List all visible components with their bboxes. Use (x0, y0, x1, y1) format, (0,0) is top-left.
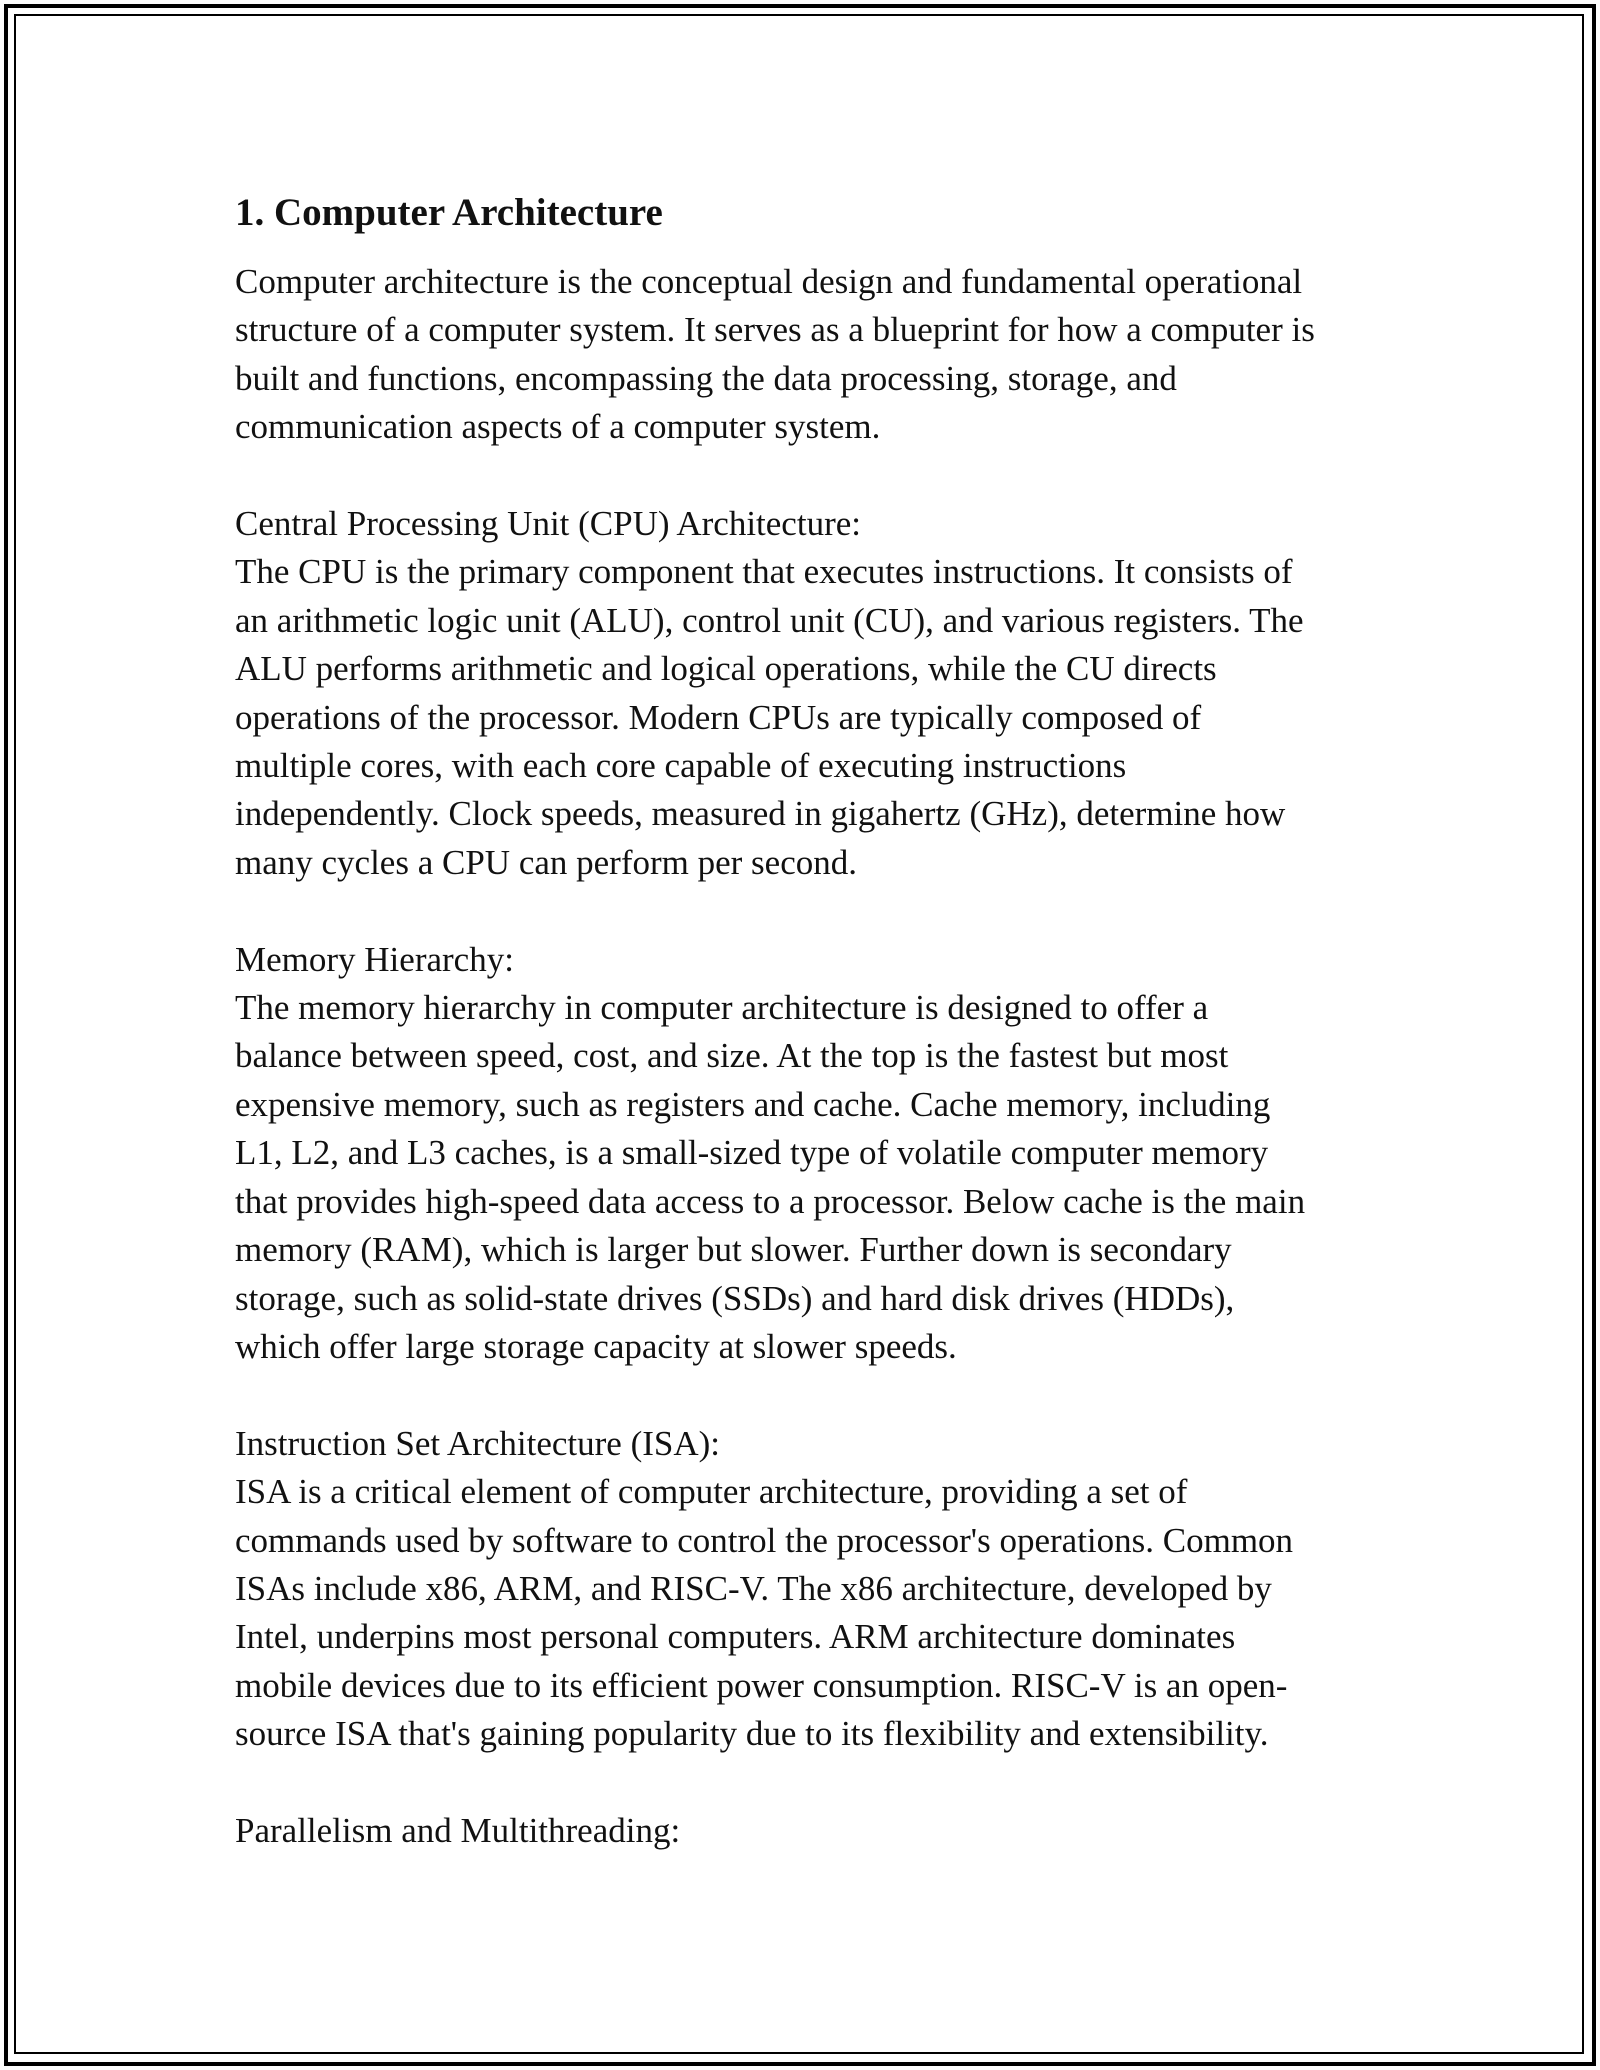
document-body (235, 185, 1385, 1855)
section-paragraph: The CPU is the primary component that executes instructions. It consists of an arithmetic logic unit (ALU), control unit (CU), and various registers. The ALU performs arithmetic and logical operations, while the CU directs operations of the processor. Modern CPUs are typically composed of multiple cores, with each core capable of executing instructions independently. Clock speeds, measured in gigahertz (GHz), determine how many cycles a CPU can perform per second. (235, 552, 1304, 882)
section-heading: Parallelism and Multithreading: (235, 1810, 681, 1850)
intro-paragraph: Computer architecture is the conceptual design and fundamental operational structure of a computer system. It serves as a blueprint for how a computer is built and functions, encompassing the data processing, storage, and communication aspects of a computer system. (235, 262, 1315, 447)
section-parallelism (235, 1807, 1385, 1855)
section-isa (235, 1420, 1385, 1759)
section-paragraph: The memory hierarchy in computer architecture is designed to offer a balance between speed, cost, and size. At the top is the fastest but most expensive memory, such as registers and cache. Cache memory, including L1, L2, and L3 caches, is a small-sized type of volatile computer memory that provides high-speed data access to a processor. Below cache is the main memory (RAM), which is larger but slower. Further down is secondary storage, such as solid-state drives (SSDs) and hard disk drives (HDDs), which offer large storage capacity at slower speeds. (235, 988, 1306, 1366)
section-cpu (235, 500, 1385, 887)
section-paragraph: ISA is a critical element of computer architecture, providing a set of commands used by software to control the processor's operations. Common ISAs include x86, ARM, and RISC-V. The x86 architecture, developed by Intel, underpins most personal computers. ARM architecture dominates mobile devices due to its efficient power consumption. RISC-V is an open- source ISA that's gaining popularity due to its flexibility and extensibility. (235, 1472, 1294, 1754)
section-heading: Central Processing Unit (CPU) Architecture: (235, 504, 861, 544)
document-title: 1. Computer Architecture (235, 191, 663, 234)
section-heading: Instruction Set Architecture (ISA): (235, 1423, 721, 1463)
section-memory (235, 936, 1385, 1372)
section-heading: Memory Hierarchy: (235, 939, 514, 979)
